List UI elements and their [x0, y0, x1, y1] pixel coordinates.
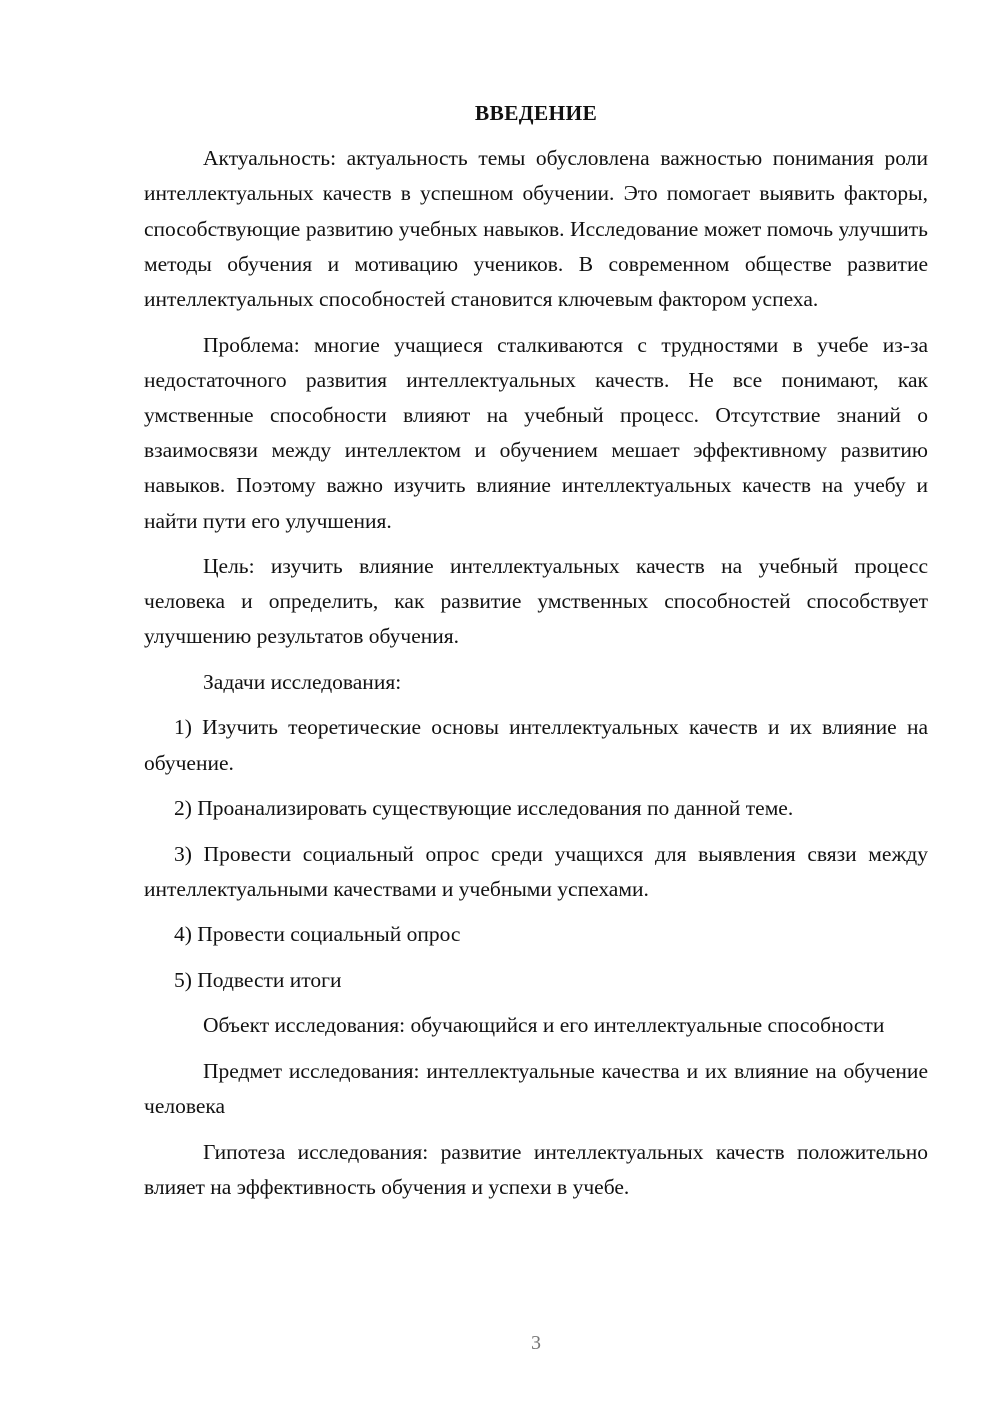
subject-paragraph: Предмет исследования: интеллектуальные качества и их влияние на обучение человека — [144, 1058, 928, 1119]
document-page — [144, 96, 928, 1215]
hypothesis-paragraph: Гипотеза исследования: развитие интеллектуальных качеств положительно влияет на эффективность обучения и успехи в учебе. — [144, 1139, 928, 1199]
task-item-1: 1) Изучить теоретические основы интеллектуальных качеств и их влияние на обучение. — [144, 715, 928, 775]
task-item-2: 2) Проанализировать существующие исследования по данной теме. — [174, 796, 794, 821]
problem-paragraph: Проблема: многие учащиеся сталкиваются с трудностями в учебе из-за недостаточного развития интеллектуальных качеств. Не все понимают, как умственные способности влияют на учебный процесс. Отсутствие знаний о взаимосвязи между интеллектом и обучением мешает эффективному развитию навыков. Поэтому важно изучить влияние интеллектуальных качеств на учебу и найти пути его улучшения. — [144, 332, 928, 533]
relevance-paragraph: Актуальность: актуальность темы обусловлена важностью понимания роли интеллектуальных качеств в успешном обучении. Это помогает выявить факторы, способствующие развитию учебных навыков. Исследование может помочь улучшить методы обучения и мотивацию учеников. В современном обществе развитие интеллектуальных способностей становится ключевым фактором успеха. — [144, 146, 928, 312]
tasks-heading: Задачи исследования: — [203, 669, 402, 694]
task-item-3: 3) Провести социальный опрос среди учащихся для выявления связи между интеллектуальными качествами и учебными успехами. — [144, 841, 928, 901]
task-item-4: 4) Провести социальный опрос — [174, 922, 461, 947]
task-item-5: 5) Подвести итоги — [174, 967, 342, 992]
object-paragraph: Объект исследования: обучающийся и его интеллектуальные способности — [203, 1013, 885, 1038]
goal-paragraph: Цель: изучить влияние интеллектуальных качеств на учебный процесс человека и определить, как развитие умственных способностей способствует улучшению результатов обучения. — [144, 554, 928, 649]
page-title: ВВЕДЕНИЕ — [474, 101, 598, 125]
page-number: 3 — [531, 1332, 541, 1354]
